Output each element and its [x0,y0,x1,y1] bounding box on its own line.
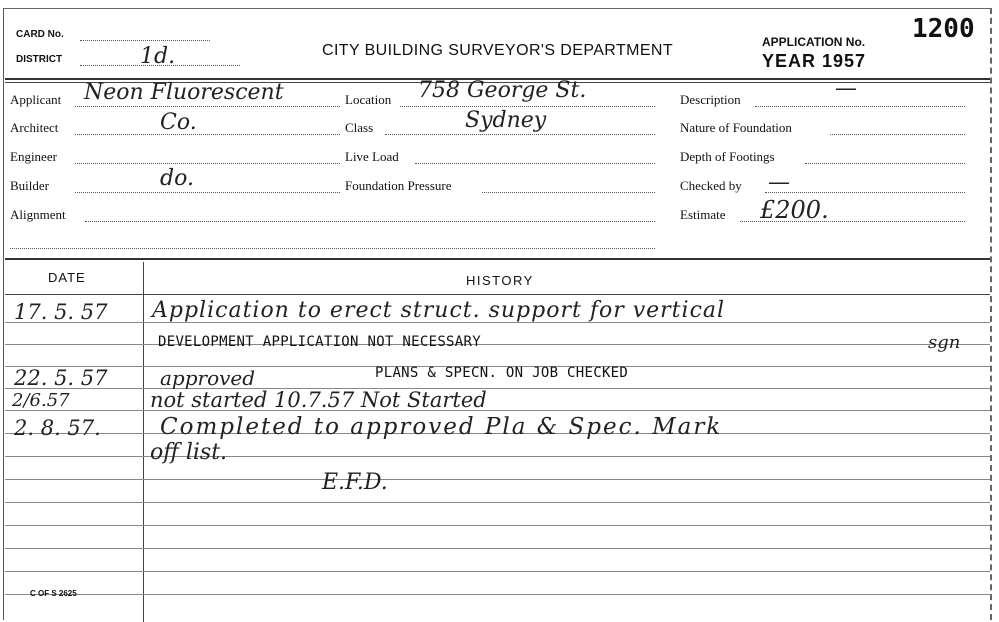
builder-label: Builder [10,178,49,193]
development-stamp: DEVELOPMENT APPLICATION NOT NECESSARY [158,334,481,350]
date-header: DATE [48,270,86,285]
alignment-line-2 [10,248,655,249]
description-label: Description [680,92,741,107]
location-line [400,106,655,107]
location-value: 758 George St. [418,78,587,103]
date-column-divider [143,262,144,622]
nature-of-foundation-label: Nature of Foundation [680,120,792,135]
applicant-value: Neon Fluorescent [84,80,284,105]
row-rule [5,479,990,480]
engineer-line [75,163,340,164]
department-title: CITY BUILDING SURVEYOR'S DEPARTMENT [322,42,674,59]
description-line [755,106,965,107]
plans-checked-stamp: PLANS & SPECN. ON JOB CHECKED [375,365,629,381]
history-text: Application to erect struct. support for vertical [152,298,726,323]
row-rule [5,548,990,549]
history-text: approved [160,366,256,390]
card-no-label: CARD No. [16,29,64,40]
class-label: Class [345,120,374,135]
row-rule [5,571,990,572]
engineer-label: Engineer [10,149,57,164]
builder-value: do. [160,166,194,191]
district-value: 1d. [140,44,176,69]
estimate-label: Estimate [680,207,726,222]
history-header-rule [5,294,990,295]
location-label: Location [345,92,392,107]
estimate-value: £200. [760,196,829,224]
depth-of-footings-line [805,163,965,164]
district-label: DISTRICT [16,54,63,65]
depth-of-footings-label: Depth of Footings [680,149,775,164]
class-value: Sydney [465,108,547,133]
description-value: — [835,76,857,101]
history-date: 17. 5. 57 [14,300,108,324]
architect-value: Co. [160,110,197,135]
history-header: HISTORY [466,273,534,288]
row-rule [5,594,990,595]
architect-line [75,134,340,135]
application-no-label: APPLICATION No. [762,35,866,49]
row-rule [5,502,990,503]
history-text: not started 10.7.57 Not Started [150,388,487,412]
checked-by-label: Checked by [680,178,742,193]
row-rule [5,344,990,345]
live-load-label: Live Load [345,149,399,164]
history-date: 2/6.57 [12,390,70,411]
row-rule [5,525,990,526]
foundation-pressure-line [482,192,655,193]
history-text: off list. [150,440,228,465]
application-no-value: 1200 [912,14,975,44]
checked-by-line [765,192,965,193]
history-text: Completed to approved Pla & Spec. Mark [160,414,723,440]
live-load-line [415,163,655,164]
applicant-line [75,106,340,107]
fields-bottom-rule [5,258,990,260]
architect-label: Architect [10,120,59,135]
applicant-label: Applicant [10,92,62,107]
foundation-pressure-label: Foundation Pressure [345,178,452,193]
alignment-label: Alignment [10,207,66,222]
class-line [385,134,655,135]
nature-of-foundation-line [830,134,965,135]
year-label: YEAR 1957 [762,51,867,71]
card-no-line [80,40,210,41]
alignment-line [85,221,655,222]
history-date: 22. 5. 57 [14,366,108,390]
history-signature: E.F.D. [322,470,388,495]
history-date: 2. 8. 57. [14,416,101,440]
checked-by-value: — [768,170,790,195]
history-note: sgn [928,332,961,353]
builder-line [75,192,340,193]
form-code: C OF S 2625 [30,589,77,598]
